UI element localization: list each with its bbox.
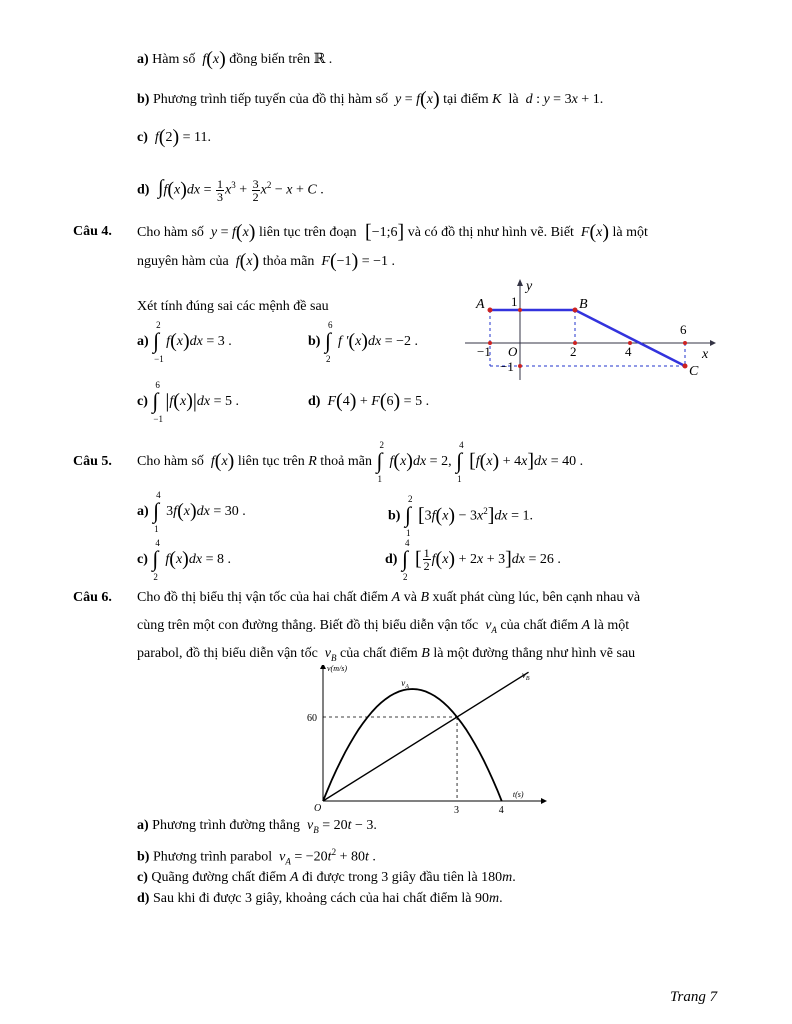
q3-c-label: c): [137, 130, 148, 145]
q6-item-b: b) Phương trình parabol $v_A = -20t^2 + 80t$ .: [137, 847, 376, 867]
q3-b-text: Phương trình tiếp tuyến của đồ thị hàm số: [152, 92, 389, 107]
q6-l1-and: và: [403, 590, 417, 605]
q3-d-label: d): [137, 182, 150, 198]
q6-line2: cùng trên một con đường thẳng. Biết đồ thị biểu diễn vận tốc $v_A$ của chất điểm A là một: [137, 618, 630, 635]
q3-item-a: a) Hàm số f(x) đồng biến trên ℝ .: [137, 48, 333, 70]
q6-item-c: c) Quãng đường chất điểm A đi được trong 3 giây đầu tiên là 180m.: [137, 870, 516, 885]
chart-x-arrow: [541, 798, 547, 804]
q5-intro-a: Cho hàm số: [137, 454, 204, 469]
q6-d-label: d): [137, 891, 150, 906]
q6-a-label: a): [137, 818, 149, 833]
q4-origin-label: O: [508, 344, 518, 359]
chart-ylabel: v(m/s): [327, 665, 347, 673]
q4-label-b: B: [579, 297, 588, 312]
chart-y-arrow: [320, 665, 326, 669]
q4-a-label: a): [137, 334, 149, 349]
q5-b-label: b): [388, 508, 401, 524]
q3-item-d: d) ∫f(x)dx = $\frac{1}{3}$ $x^3$ + $\frac{3}{2}$ $x^2 - x + C$ .: [137, 176, 324, 204]
q6-l3-pb: B: [421, 646, 430, 661]
q6-label: Câu 6.: [73, 590, 112, 605]
q6-l1-pb: B: [420, 590, 430, 605]
q4-label-a: A: [476, 297, 485, 312]
q5-intro-b: liên tục trên: [237, 454, 305, 469]
page-footer: Trang 7: [670, 989, 718, 1005]
q4-tick-6: 6: [680, 322, 687, 337]
q4-item-b: b) 6 ∫ 2 f ′(x)dx = −2 .: [308, 319, 418, 364]
q5-item-c: c) 4 ∫ 2 f(x)dx = 8 .: [137, 537, 231, 582]
q6-l1-end: xuất phát cùng lúc, bên cạnh nhau và: [432, 590, 641, 605]
q5-label: Câu 5.: [73, 454, 112, 469]
q6-l2-a: cùng trên một con đường thẳng. Biết đồ thị biểu diễn vận tốc: [137, 618, 479, 633]
q4-line1: Cho hàm số y = f(x) liên tục trên đoạn [−1;6] và có đồ thị như hình vẽ. Biết F(x) là một: [137, 221, 648, 243]
q4-tick-1: 1: [511, 294, 518, 309]
q4-d-label: d): [308, 394, 321, 409]
q5-d-label: d): [385, 552, 398, 567]
q3-a-mid: đồng biến trên: [229, 52, 311, 67]
q3-b-point: K: [492, 92, 502, 107]
q6-d-val: 90: [474, 891, 489, 906]
q6-c-mid: đi được trong: [302, 870, 378, 885]
q4-point-b: [573, 308, 578, 313]
q6-l3-end: là một đường thẳng như hình vẽ sau: [433, 646, 636, 661]
q5-item-b: b) 2 ∫ 1 $[3f(x) - 3x^2]dx = 1$.: [388, 494, 533, 539]
q3-b-is: là: [508, 92, 519, 107]
q3-a-text: Hàm số: [152, 52, 196, 67]
q6-item-d: d) Sau khi đi được 3 giây, khoảng cách của hai chất điểm là 90m.: [137, 891, 503, 906]
q6-item-a: a) Phương trình đường thẳng $v_B = 20t - 3$.: [137, 818, 377, 835]
chart-xtick-3: 3: [454, 805, 460, 815]
q3-b-label: b): [137, 92, 150, 107]
velocity-chart: [305, 665, 555, 815]
q4-function-line: [490, 310, 685, 366]
q4-line1-b: liên tục trên đoạn: [258, 225, 357, 240]
q4-tick-minus1-y: −1: [500, 359, 514, 374]
q6-c-text: Quãng đường chất điểm: [151, 870, 287, 885]
q4-line1-a: Cho hàm số: [137, 225, 204, 240]
q6-l2-end: của chất điểm: [500, 618, 579, 633]
series-vA-label: $v_A$: [401, 678, 409, 691]
q4-prompt: Xét tính đúng sai các mệnh đề sau: [137, 299, 329, 314]
q6-a-text: Phương trình đường thẳng: [152, 818, 300, 833]
q4-line2-a: nguyên hàm của: [137, 254, 229, 269]
q4-line2: nguyên hàm của f(x) thỏa mãn F(−1) = −1 .: [137, 250, 396, 272]
q4-axis-y-label: y: [526, 279, 533, 294]
q4-line1-d: là một: [612, 225, 648, 240]
q4-tick-4: 4: [625, 344, 632, 359]
q6-l3-mid: của chất điểm: [340, 646, 418, 661]
q4-axis-x-label: x: [702, 347, 709, 362]
q4-point-a: [488, 308, 493, 313]
q6-c-label: c): [137, 870, 148, 885]
q5-intro-c: thoả mãn: [320, 454, 372, 469]
q6-d-text: Sau khi đi được: [152, 891, 242, 906]
q4-item-d: d) F(4) + F(6) = 5 .: [308, 390, 430, 412]
q5-c-label: c): [137, 552, 148, 567]
q4-item-c: c) 6 ∫ −1 |f(x)|dx = 5 .: [137, 379, 239, 424]
q4-label-c: C: [689, 364, 699, 379]
q6-d-3: 3: [244, 891, 252, 906]
q4-point-c: [683, 364, 688, 369]
q4-graph: [460, 276, 720, 386]
q5-intro: Cho hàm số f(x) liên tục trên R thoả mãn 2 ∫ 1 f(x)dx = 2, 4 ∫ 1 [f(x) + 4x]dx = 40 .: [137, 439, 584, 484]
q6-l3-a: parabol, đồ thị biểu diễn vận tốc: [137, 646, 318, 661]
series-vB-label: $v_B$: [521, 669, 530, 682]
q4-line1-c: và có đồ thị như hình vẽ. Biết: [407, 225, 574, 240]
q3-item-c: c) f(2) = 11.: [137, 126, 212, 148]
q5-item-d: d) 4 ∫ 2 [ $\frac{1}{2}$ f(x) + 2x + 3]dx = 26 .: [385, 537, 561, 582]
chart-xtick-4: 4: [498, 805, 504, 815]
q6-b-label: b): [137, 849, 150, 865]
chart-ytick-60: 60: [307, 713, 317, 724]
q6-c-val: 180: [481, 870, 503, 885]
q6-line1: [137, 589, 640, 607]
q4-tick-minus1-x: −1: [477, 344, 491, 359]
q4-tick-2: 2: [570, 344, 577, 359]
q6-l2-tail: là một: [593, 618, 630, 633]
q4-line2-b: thỏa mãn: [262, 254, 315, 269]
q5-item-a: a) 4 ∫ 1 3f(x)dx = 30 .: [137, 489, 246, 534]
q6-l1-pa: A: [391, 590, 401, 605]
q3-a-label: a): [137, 52, 149, 67]
q5-a-label: a): [137, 504, 149, 519]
q6-c-tail: giây đầu tiên là: [391, 870, 478, 885]
q4-c-label: c): [137, 394, 148, 409]
q6-d-mid: giây, khoảng cách của hai chất điểm là: [255, 891, 472, 906]
q6-l2-pa: A: [581, 618, 591, 633]
q4-b-label: b): [308, 334, 321, 349]
q4-item-a: a) 2 ∫ −1 f(x)dx = 3 .: [137, 319, 232, 364]
q6-c-3: 3: [381, 870, 389, 885]
q4-label: Câu 4.: [73, 224, 112, 239]
q3-b-mid: tại điểm: [443, 92, 489, 107]
q6-l1-a: Cho đồ thị biểu thị vận tốc của hai chất điểm: [137, 590, 389, 605]
q6-line3: parabol, đồ thị biểu diễn vận tốc $v_B$ của chất điểm B là một đường thẳng như hình vẽ sau: [137, 646, 636, 663]
q3-item-b: b) Phương trình tiếp tuyến của đồ thị hàm số y = f(x) tại điểm K là d : y = 3x + 1.: [137, 88, 604, 110]
chart-origin-label: O: [314, 803, 322, 814]
q6-c-a: A: [290, 870, 299, 885]
chart-xlabel: t(s): [512, 790, 524, 799]
q6-b-text: Phương trình parabol: [152, 849, 273, 865]
q5-intro-r: R: [308, 454, 317, 469]
